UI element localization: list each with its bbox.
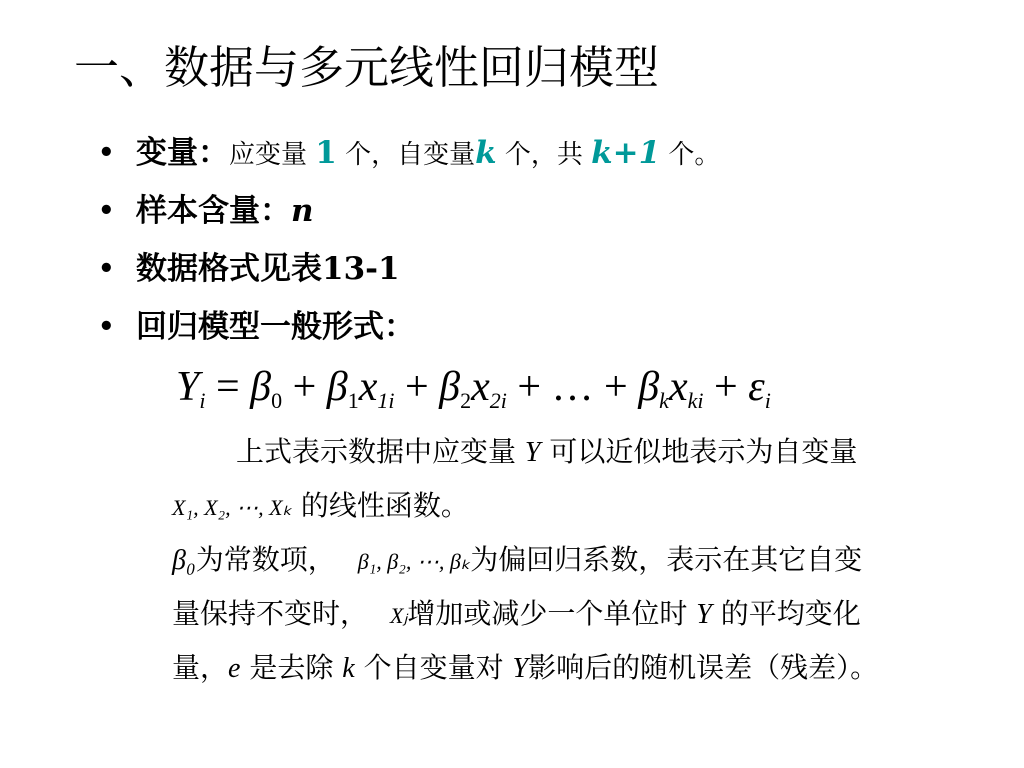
- formula-subscript: 2: [460, 388, 472, 413]
- bullet-model-form: [96, 298, 720, 356]
- formula-subscript: ki: [687, 388, 704, 413]
- bullet-label: 变量：: [136, 135, 229, 171]
- explanation-text: 为偏回归系数，表示在其它自变: [470, 543, 863, 576]
- formula-subscript: k: [659, 388, 669, 413]
- bullet-dot-icon: •: [98, 138, 115, 168]
- math-symbol: Y: [696, 599, 712, 630]
- formula-operator: +: [703, 364, 749, 410]
- formula-symbol: ε: [748, 364, 765, 410]
- formula-symbol: x: [358, 364, 378, 410]
- formula-symbol: x: [668, 364, 688, 410]
- k-value: k: [475, 135, 497, 171]
- formula-symbol: Y: [176, 364, 200, 410]
- explanation-text: 量保持不变时，: [172, 597, 369, 630]
- formula-subscript: 1i: [377, 388, 395, 413]
- formula-operator: +: [394, 364, 440, 410]
- count-value: 1: [315, 135, 337, 171]
- math-symbol: Y: [524, 437, 541, 468]
- bullet-text: 应变量: [229, 140, 316, 170]
- formula-subscript: i: [199, 388, 206, 413]
- slide-title: 一、数据与多元线性回归模型: [74, 41, 660, 94]
- explanation-text: 可以近似地表示为自变量: [540, 435, 858, 468]
- formula-symbol: β: [439, 364, 461, 410]
- k-plus-one-value: k+1: [591, 135, 661, 171]
- bullet-dot-icon: •: [98, 254, 115, 284]
- explanation-text: 上式表示数据中应变量: [236, 435, 525, 468]
- math-expression: Xⱼ: [390, 603, 408, 628]
- bullet-text: 个。: [660, 140, 721, 170]
- bullet-label: 数据格式见表13-1: [136, 251, 400, 287]
- explanation-text: 增加或减少一个单位时: [407, 597, 697, 630]
- explanation-line-5: [172, 648, 878, 689]
- math-expression: β₀: [172, 545, 196, 576]
- math-expression: β₁, β₂, ⋯, βₖ: [357, 549, 471, 574]
- explanation-line-4: [172, 594, 861, 636]
- formula-operator: + … +: [506, 364, 639, 410]
- bullet-data-format: [96, 240, 720, 298]
- explanation-line-1: [236, 432, 857, 473]
- regression-formula: [176, 362, 771, 426]
- formula-symbol: β: [638, 364, 660, 410]
- formula-symbol: β: [326, 364, 348, 410]
- explanation-line-2: [172, 486, 469, 528]
- bullet-text: 个，共: [496, 140, 592, 170]
- explanation-text: 影响后的随机误差（残差）。: [528, 651, 879, 684]
- math-symbol: Y: [512, 653, 529, 684]
- n-value: n: [291, 193, 314, 229]
- formula-subscript: 2i: [489, 388, 507, 413]
- math-expression: X₁, X₂, ⋯, Xₖ: [172, 495, 292, 520]
- formula-subscript: 0: [271, 388, 283, 413]
- bullet-sample-size: [96, 182, 720, 240]
- bullet-dot-icon: •: [98, 196, 115, 226]
- explanation-text: 为常数项，: [195, 543, 336, 576]
- bullet-label: 样本含量：: [136, 193, 291, 229]
- math-symbol: k: [342, 653, 355, 684]
- bullet-variables: [96, 124, 720, 182]
- formula-symbol: x: [471, 364, 490, 410]
- explanation-text: 是去除: [240, 651, 343, 684]
- bullet-dot-icon: •: [98, 312, 115, 342]
- formula-operator: =: [205, 364, 251, 410]
- explanation-text: 的线性函数。: [291, 489, 469, 522]
- math-symbol: e: [228, 653, 241, 684]
- bullet-text: 个，自变量: [336, 140, 476, 170]
- bullet-list: [96, 124, 720, 356]
- explanation-text: 个自变量对: [354, 651, 513, 684]
- formula-subscript: i: [764, 388, 771, 413]
- formula-subscript: 1: [347, 388, 359, 413]
- explanation-line-3: [172, 540, 862, 582]
- explanation-text: 的平均变化: [711, 597, 861, 630]
- formula-symbol: β: [250, 364, 272, 410]
- formula-operator: +: [282, 364, 327, 410]
- explanation-text: 量，: [172, 651, 229, 684]
- bullet-label: 回归模型一般形式：: [136, 309, 415, 345]
